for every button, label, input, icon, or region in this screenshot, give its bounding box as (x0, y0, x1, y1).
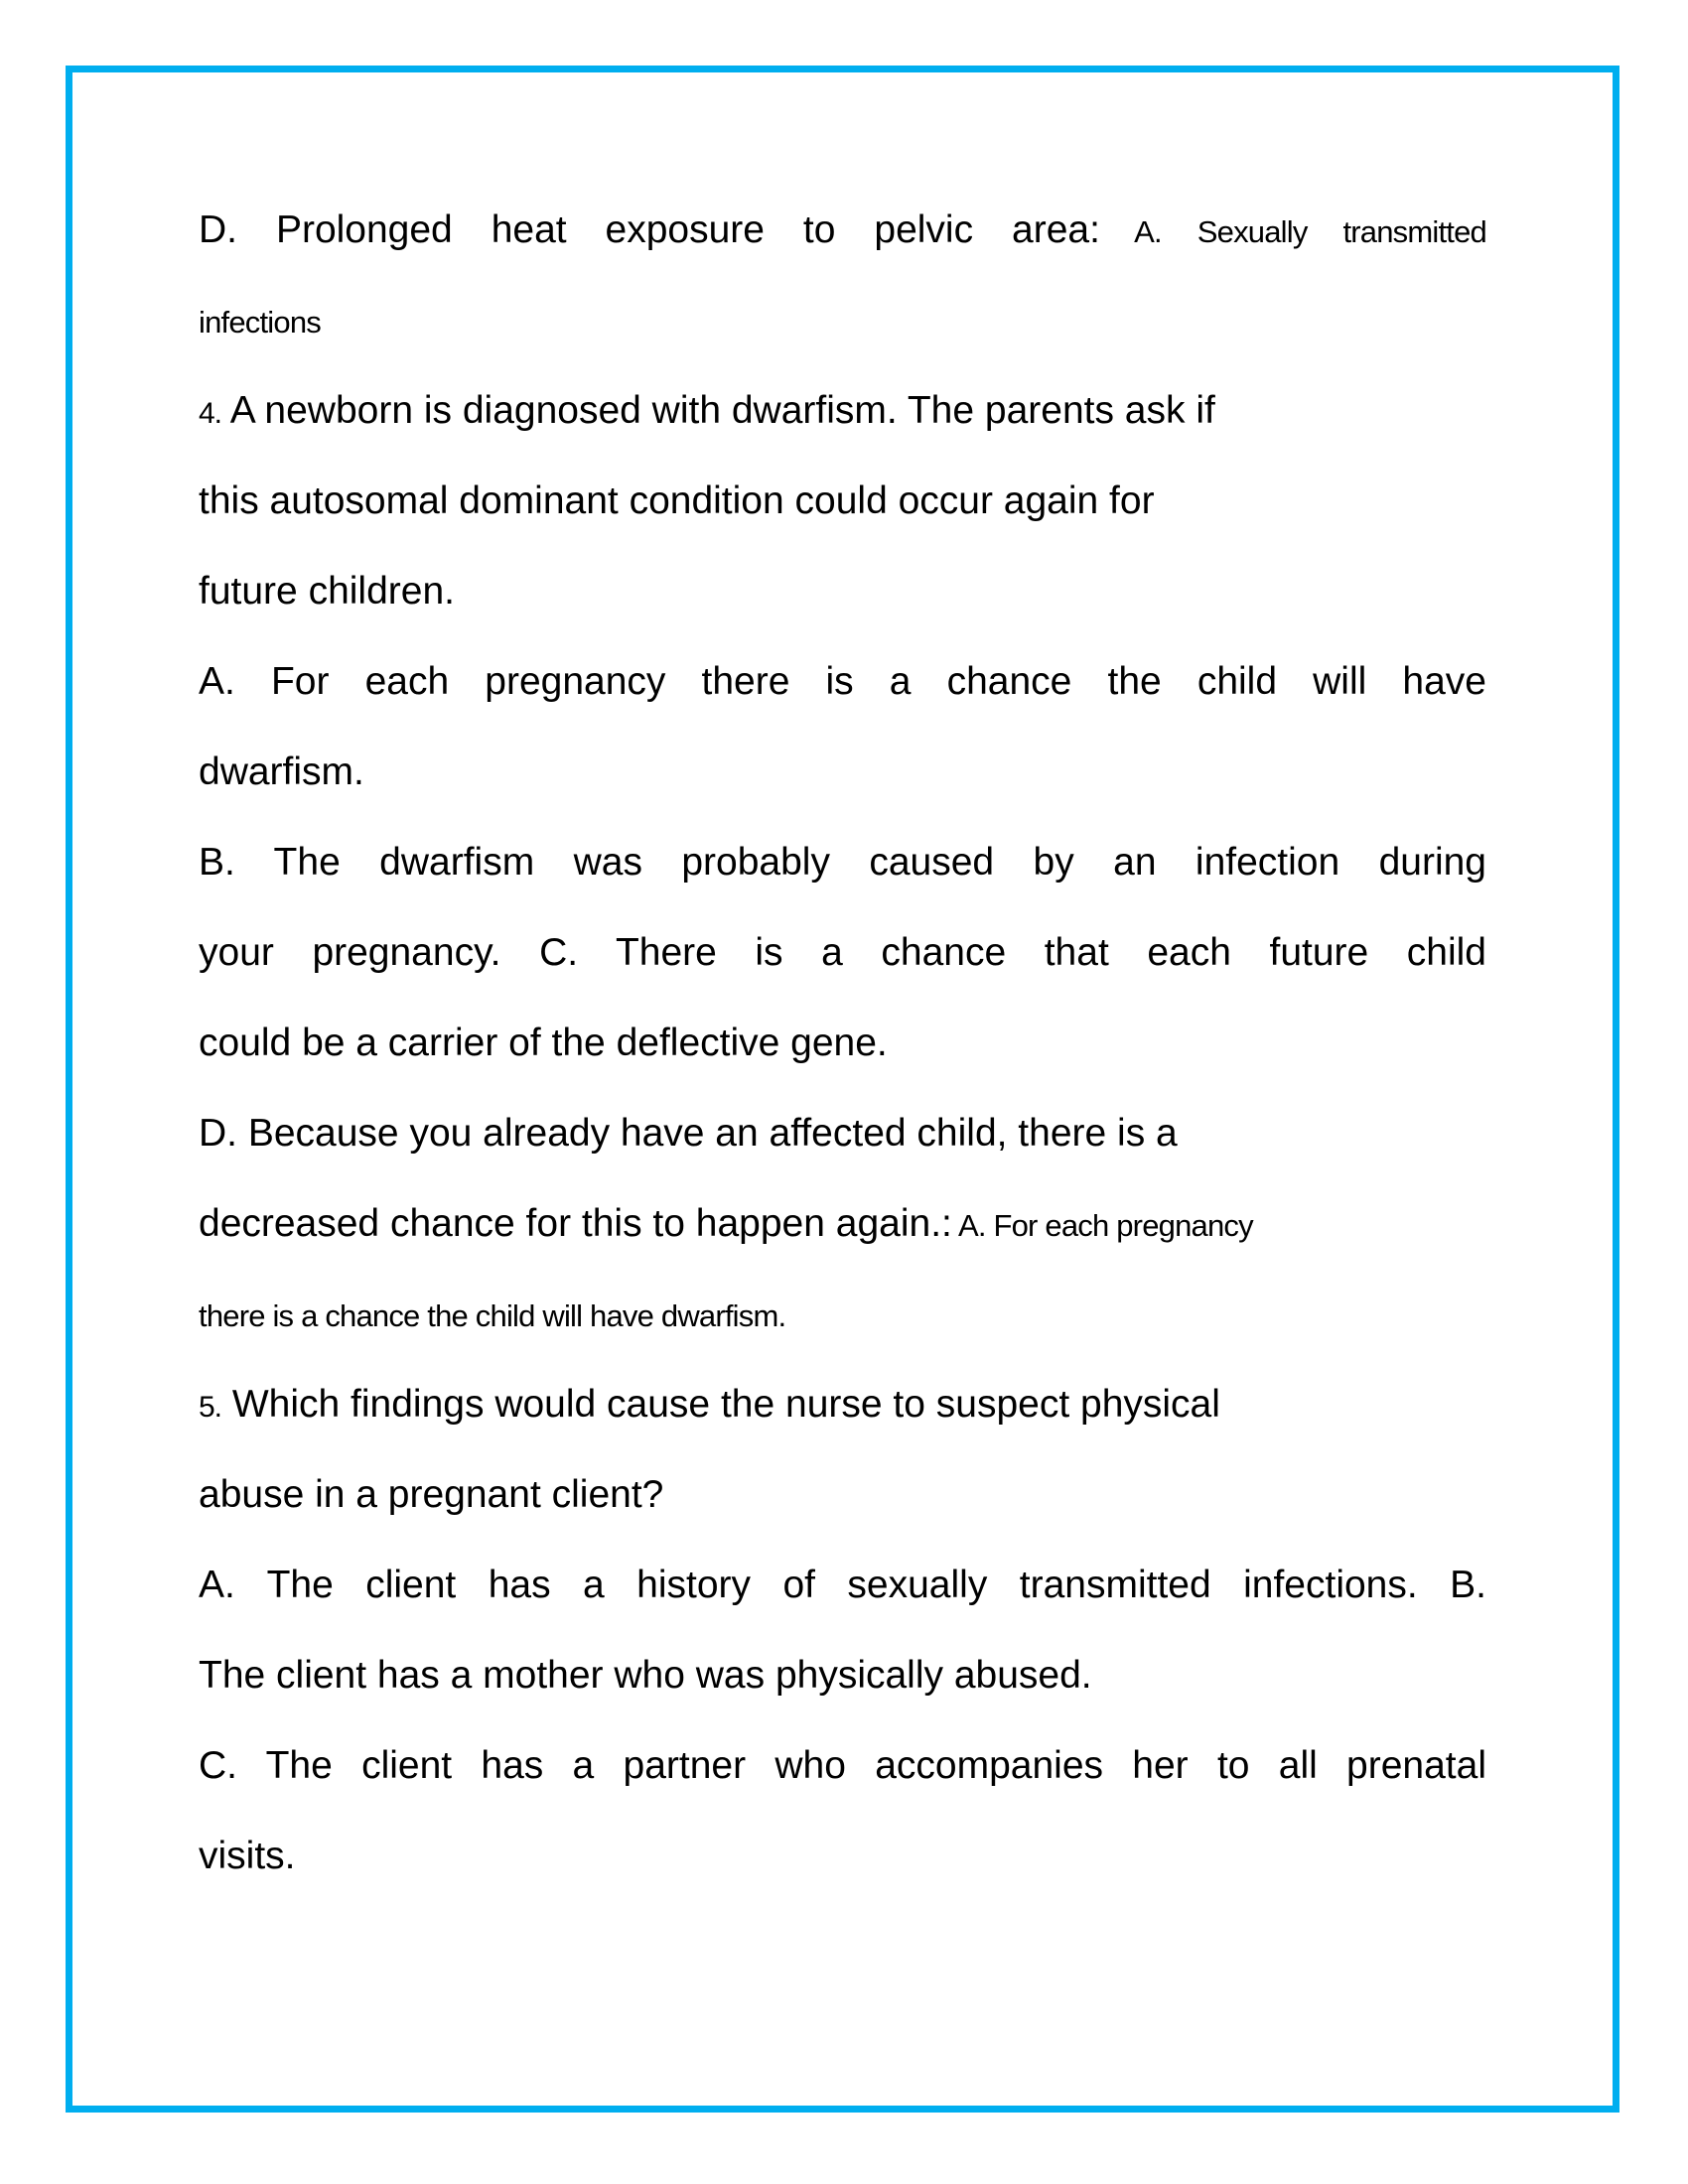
option-text: A. For each pregnancy there is a chance the child will have (199, 660, 1486, 703)
answer-text: infections (199, 305, 321, 340)
option-text: C. The client has a partner who accompanies her to all prenatal (199, 1744, 1486, 1787)
document-body (199, 185, 1486, 1901)
option-text: could be a carrier of the deflective gene. (199, 1022, 888, 1064)
option-text: your pregnancy. C. There is a chance that each future child (199, 931, 1486, 974)
option-text: B. The dwarfism was probably caused by an infection during (199, 841, 1486, 884)
question-4-line (199, 546, 1486, 636)
question-text: A newborn is diagnosed with dwarfism. The parents ask if (221, 389, 1215, 432)
option-d-line (199, 185, 1486, 275)
answer-text: A. Sexually transmitted (1099, 214, 1486, 249)
answer-line (199, 1269, 1486, 1359)
option-c-line (199, 1720, 1486, 1811)
question-4-line (199, 456, 1486, 546)
option-text: The client has a mother who was physically abused. (199, 1654, 1092, 1697)
option-text: D. Prolonged heat exposure to pelvic area: (199, 208, 1100, 251)
option-text: D. Because you already have an affected child, there is a (199, 1112, 1178, 1155)
option-text: visits. (199, 1835, 296, 1877)
question-text: this autosomal dominant condition could occur again for (199, 479, 1155, 522)
option-d-line (199, 1088, 1486, 1178)
option-text: dwarfism. (199, 751, 364, 793)
option-text: A. The client has a history of sexually transmitted infections. B. (199, 1564, 1486, 1606)
option-c-line (199, 998, 1486, 1088)
answer-line (199, 275, 1486, 365)
question-text: future children. (199, 570, 455, 613)
option-a-line (199, 636, 1486, 727)
question-4-line (199, 365, 1486, 456)
question-text: Which findings would cause the nurse to suspect physical (221, 1383, 1220, 1426)
answer-text: A. For each pregnancy (951, 1208, 1253, 1243)
option-b-line (199, 1630, 1486, 1720)
question-number: 4. (199, 397, 222, 430)
option-c-line (199, 1811, 1486, 1901)
question-text: abuse in a pregnant client? (199, 1473, 664, 1516)
option-d-line (199, 1178, 1486, 1269)
option-text: decreased chance for this to happen again.: (199, 1202, 952, 1245)
question-5-line (199, 1449, 1486, 1540)
question-5-line (199, 1359, 1486, 1449)
question-number: 5. (199, 1391, 222, 1424)
option-a-b-line (199, 1540, 1486, 1630)
option-b-line (199, 817, 1486, 907)
answer-text: there is a chance the child will have dwarfism. (199, 1298, 786, 1333)
option-a-line (199, 727, 1486, 817)
option-b-c-line (199, 907, 1486, 998)
